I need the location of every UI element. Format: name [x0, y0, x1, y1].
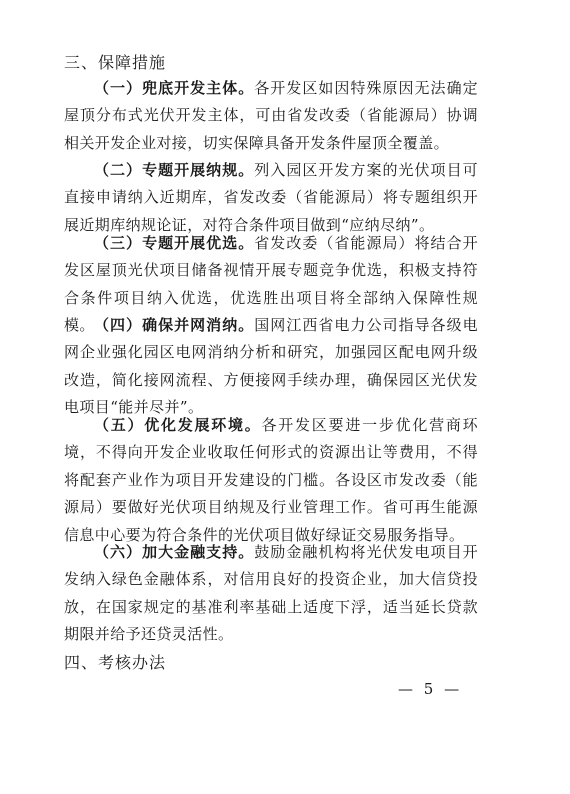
paragraph-2-lead: （二）专题开展纳规。 [94, 161, 255, 179]
paragraph-3-lead: （三）专题开展优选。 [94, 234, 255, 252]
paragraph-6-body: 鼓励金融机构将光伏发电项目开发纳入绿色金融体系，对信用良好的投资企业，加大信贷投放，在国家规定的基准利率基础上适度下浮，适当延长贷款期限并给予还贷灵活性。 [64, 543, 478, 644]
paragraph-6 [64, 539, 478, 649]
paragraph-6-lead: （六）加大金融支持。 [94, 543, 255, 561]
paragraph-3-body: 省发改委（省能源局）将结合开发区屋顶光伏项目储备视情开展专题竞争优选，积极支持符合条件项目纳入优选，优选胜出项目将全部纳入保障性规模。 [64, 234, 478, 335]
paragraph-5-lead: （五）优化发展环境。 [94, 416, 262, 434]
paragraph-1-body: 各开发区如因特殊原因无法确定屋顶分布式光伏开发主体，可由省发改委（省能源局）协调相关开发企业对接，切实保障具备开发条件屋顶全覆盖。 [64, 79, 478, 152]
section-heading-assessment: 四、考核办法 [64, 653, 167, 672]
paragraph-4-body: 国网江西省电力公司指导各级电网企业强化园区电网消纳分析和研究，加强园区配电网升级改造，简化接网流程、方便接网手续办理，确保园区光伏发电项目“能并尽并”。 [64, 316, 478, 417]
paragraph-4-lead: （四）确保并网消纳。 [94, 316, 255, 334]
paragraph-5-body: 各开发区要进一步优化营商环境，不得向开发企业收取任何形式的资源出让等费用，不得将配套产业作为项目开发建设的门槛。各设区市发改委（能源局）要做好光伏项目纳规及行业管理工作。省可再生能源信息中心要为符合条件的光伏项目做好绿证交易服务指导。 [64, 416, 478, 544]
paragraph-2-body: 列入园区开发方案的光伏项目可直接申请纳入近期库，省发改委（省能源局）将专题组织开展近期库纳规论证，对符合条件项目做到“应纳尽纳”。 [64, 161, 478, 234]
paragraph-2 [64, 157, 478, 239]
section-heading-safeguards: 三、保障措施 [64, 53, 167, 72]
paragraph-5 [64, 412, 478, 549]
page-number: — 5 — [398, 680, 463, 698]
paragraph-4 [64, 312, 478, 422]
paragraph-1 [64, 75, 478, 157]
paragraph-1-lead: （一）兜底开发主体。 [94, 79, 255, 97]
